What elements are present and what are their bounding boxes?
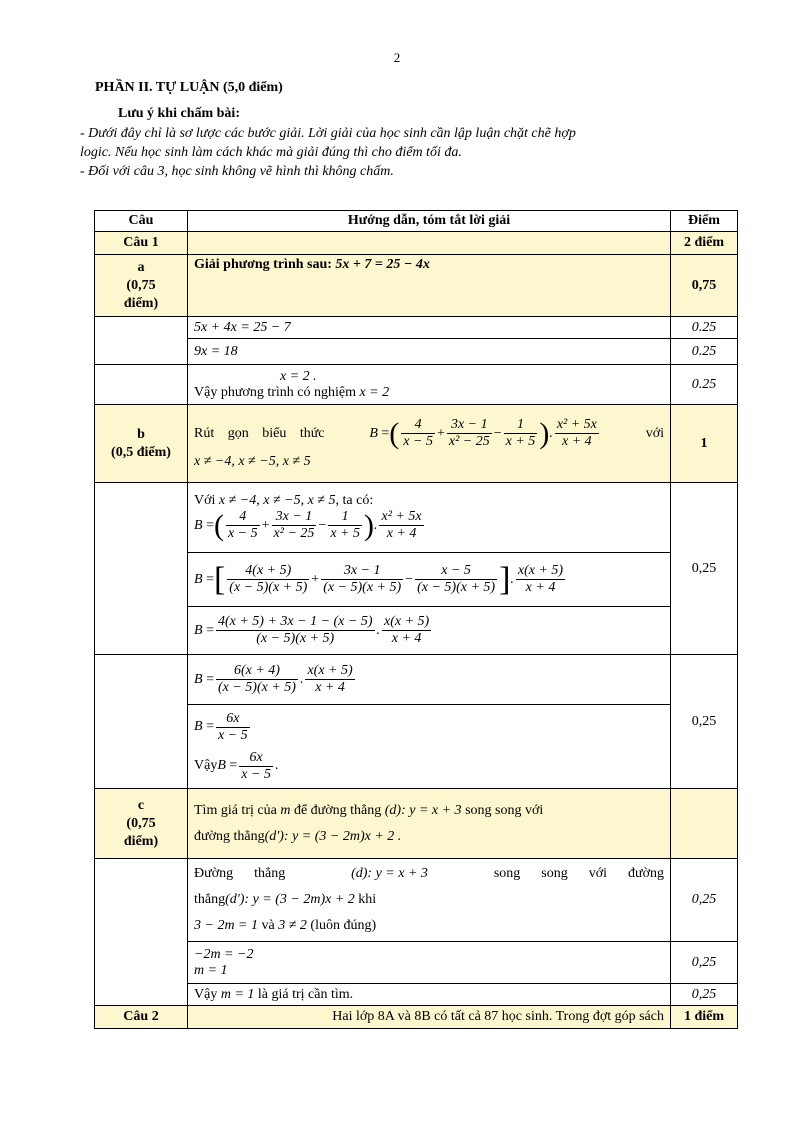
header-huong-dan: Hướng dẫn, tóm tắt lời giải [188,211,671,232]
a-points: 0,75 [671,255,738,317]
b-task: Rút gọn biểu thức B = ( $\frac{4}{x - 5}$ + $\frac{3x - 1}{\text{x² − 25}}$ − $\frac{1}{x + 5}$ ) . $\frac{\text{x² + 5x}}{x + 4}$ với x ≠ −4, x ≠ −5, x ≠ 5 [188,405,671,483]
c-task: Tìm giá trị của m để đường thẳng (d): y = x + 3 song song với đường thẳng(d'): y = (3 − 2m)x + 2 . [188,789,671,859]
a-task: Giải phương trình sau: 5x + 7 = 25 − 4x [188,255,671,317]
table-row-a-step3 [95,365,738,405]
c-label: c (0,75 điểm) [95,789,188,859]
page-number: 2 [393,50,401,65]
cau2-label: Câu 2 [95,1006,188,1029]
a-step3: x = 2 . Vậy phương trình có nghiệm x = 2 [188,365,671,405]
a-step1: 5x + 4x = 25 − 7 [188,317,671,339]
b-step1: Với x ≠ −4, x ≠ −5, x ≠ 5, ta có: B = ( $\frac{4}{x - 5}$ + $\frac{3x - 1}{\text{x² − 25}}$ − $\frac{1}{x + 5}$ ) . $\frac{\text{x² + 5x}}{x + 4}$ [188,483,671,553]
a-step2-points: 0.25 [671,339,738,365]
cau1-label: Câu 1 [95,232,188,255]
table-row-b-step1 [95,483,738,553]
table-row-cau2 [95,1006,738,1029]
note-line: logic. Nếu học sinh làm cách khác mà giải đúng thì cho điểm tối đa. [80,145,462,160]
table-row-cau1 [95,232,738,255]
b-expression: B = ( $\frac{4}{x - 5}$ + $\frac{3x - 1}{\text{x² − 25}}$ − $\frac{1}{x + 5}$ ) . $\frac{\text{x² + 5x}}{x + 4}$ [369,416,597,450]
a-label: a (0,75 điểm) [95,255,188,317]
a-step1-points: 0.25 [671,317,738,339]
cau2-points: 1 điểm [671,1006,738,1029]
c-step3-points: 0,25 [671,984,738,1006]
b-label: b (0,5 điểm) [95,405,188,483]
b-step4: B = $\frac{6(x + 4)}{(x - 5)(x + 5)}$ . $\frac{x(x + 5)}{x + 4}$ [188,655,671,705]
note-line: - Dưới đây chỉ là sơ lược các bước giải. Lời giải của học sinh cần lập luận chặt chẽ hợp [80,126,576,141]
table-row-a-step2 [95,339,738,365]
table-row-b-task [95,405,738,483]
table-row-b-step2 [95,553,738,607]
section-heading: PHẦN II. TỰ LUẬN (5,0 điểm) [95,80,283,95]
grading-notes [80,124,740,181]
c-step1-points: 0,25 [671,859,738,942]
b-points-2: 0,25 [671,655,738,789]
b-step2: B = [ $\frac{4(x + 5)}{(x - 5)(x + 5)}$ + $\frac{3x - 1}{(x - 5)(x + 5)}$ − $\frac{x - 5}{(x - 5)(x + 5)}$ ] . $\frac{x(x + 5)}{x + 4}$ [188,553,671,607]
table-row-b-step5 [95,705,738,789]
cau2-text: Hai lớp 8A và 8B có tất cả 87 học sinh. Trong đợt góp sách [188,1006,671,1029]
table-row-c-step3 [95,984,738,1006]
cau1-points: 2 điểm [671,232,738,255]
b-step5: B = $\frac{6x}{x - 5}$ Vậy B = $\frac{6x}{x - 5}$ . [188,705,671,789]
answer-table [94,210,738,1029]
header-cau: Câu [95,211,188,232]
b-points: 1 [671,405,738,483]
c-step2: −2m = −2 m = 1 [188,942,671,984]
c-step1: Đường thẳng (d): y = x + 3 song song với đường thẳng(d'): y = (3 − 2m)x + 2 khi 3 − 2m = 1 và 3 ≠ 2 (luôn đúng) [188,859,671,942]
table-row-c-task [95,789,738,859]
table-row-b-step4 [95,655,738,705]
c-step3: Vậy m = 1 là giá trị cần tìm. [188,984,671,1006]
table-header-row [95,211,738,232]
a-step3-points: 0.25 [671,365,738,405]
header-diem: Điểm [671,211,738,232]
table-row-a-step1 [95,317,738,339]
b-points-1: 0,25 [671,483,738,655]
note-line: - Đối với câu 3, học sinh không vẽ hình thì không chấm. [80,164,394,179]
table-row-c-step1 [95,859,738,942]
note-title: Lưu ý khi chấm bài: [118,106,240,121]
table-row-b-step3 [95,607,738,655]
c-step2-points: 0,25 [671,942,738,984]
a-step2: 9x = 18 [188,339,671,365]
b-step3: B = $\frac{4(x + 5) + 3x - 1 - (x - 5)}{(x - 5)(x + 5)}$ . $\frac{x(x + 5)}{x + 4}$ [188,607,671,655]
table-row-c-step2 [95,942,738,984]
table-row-a-task [95,255,738,317]
